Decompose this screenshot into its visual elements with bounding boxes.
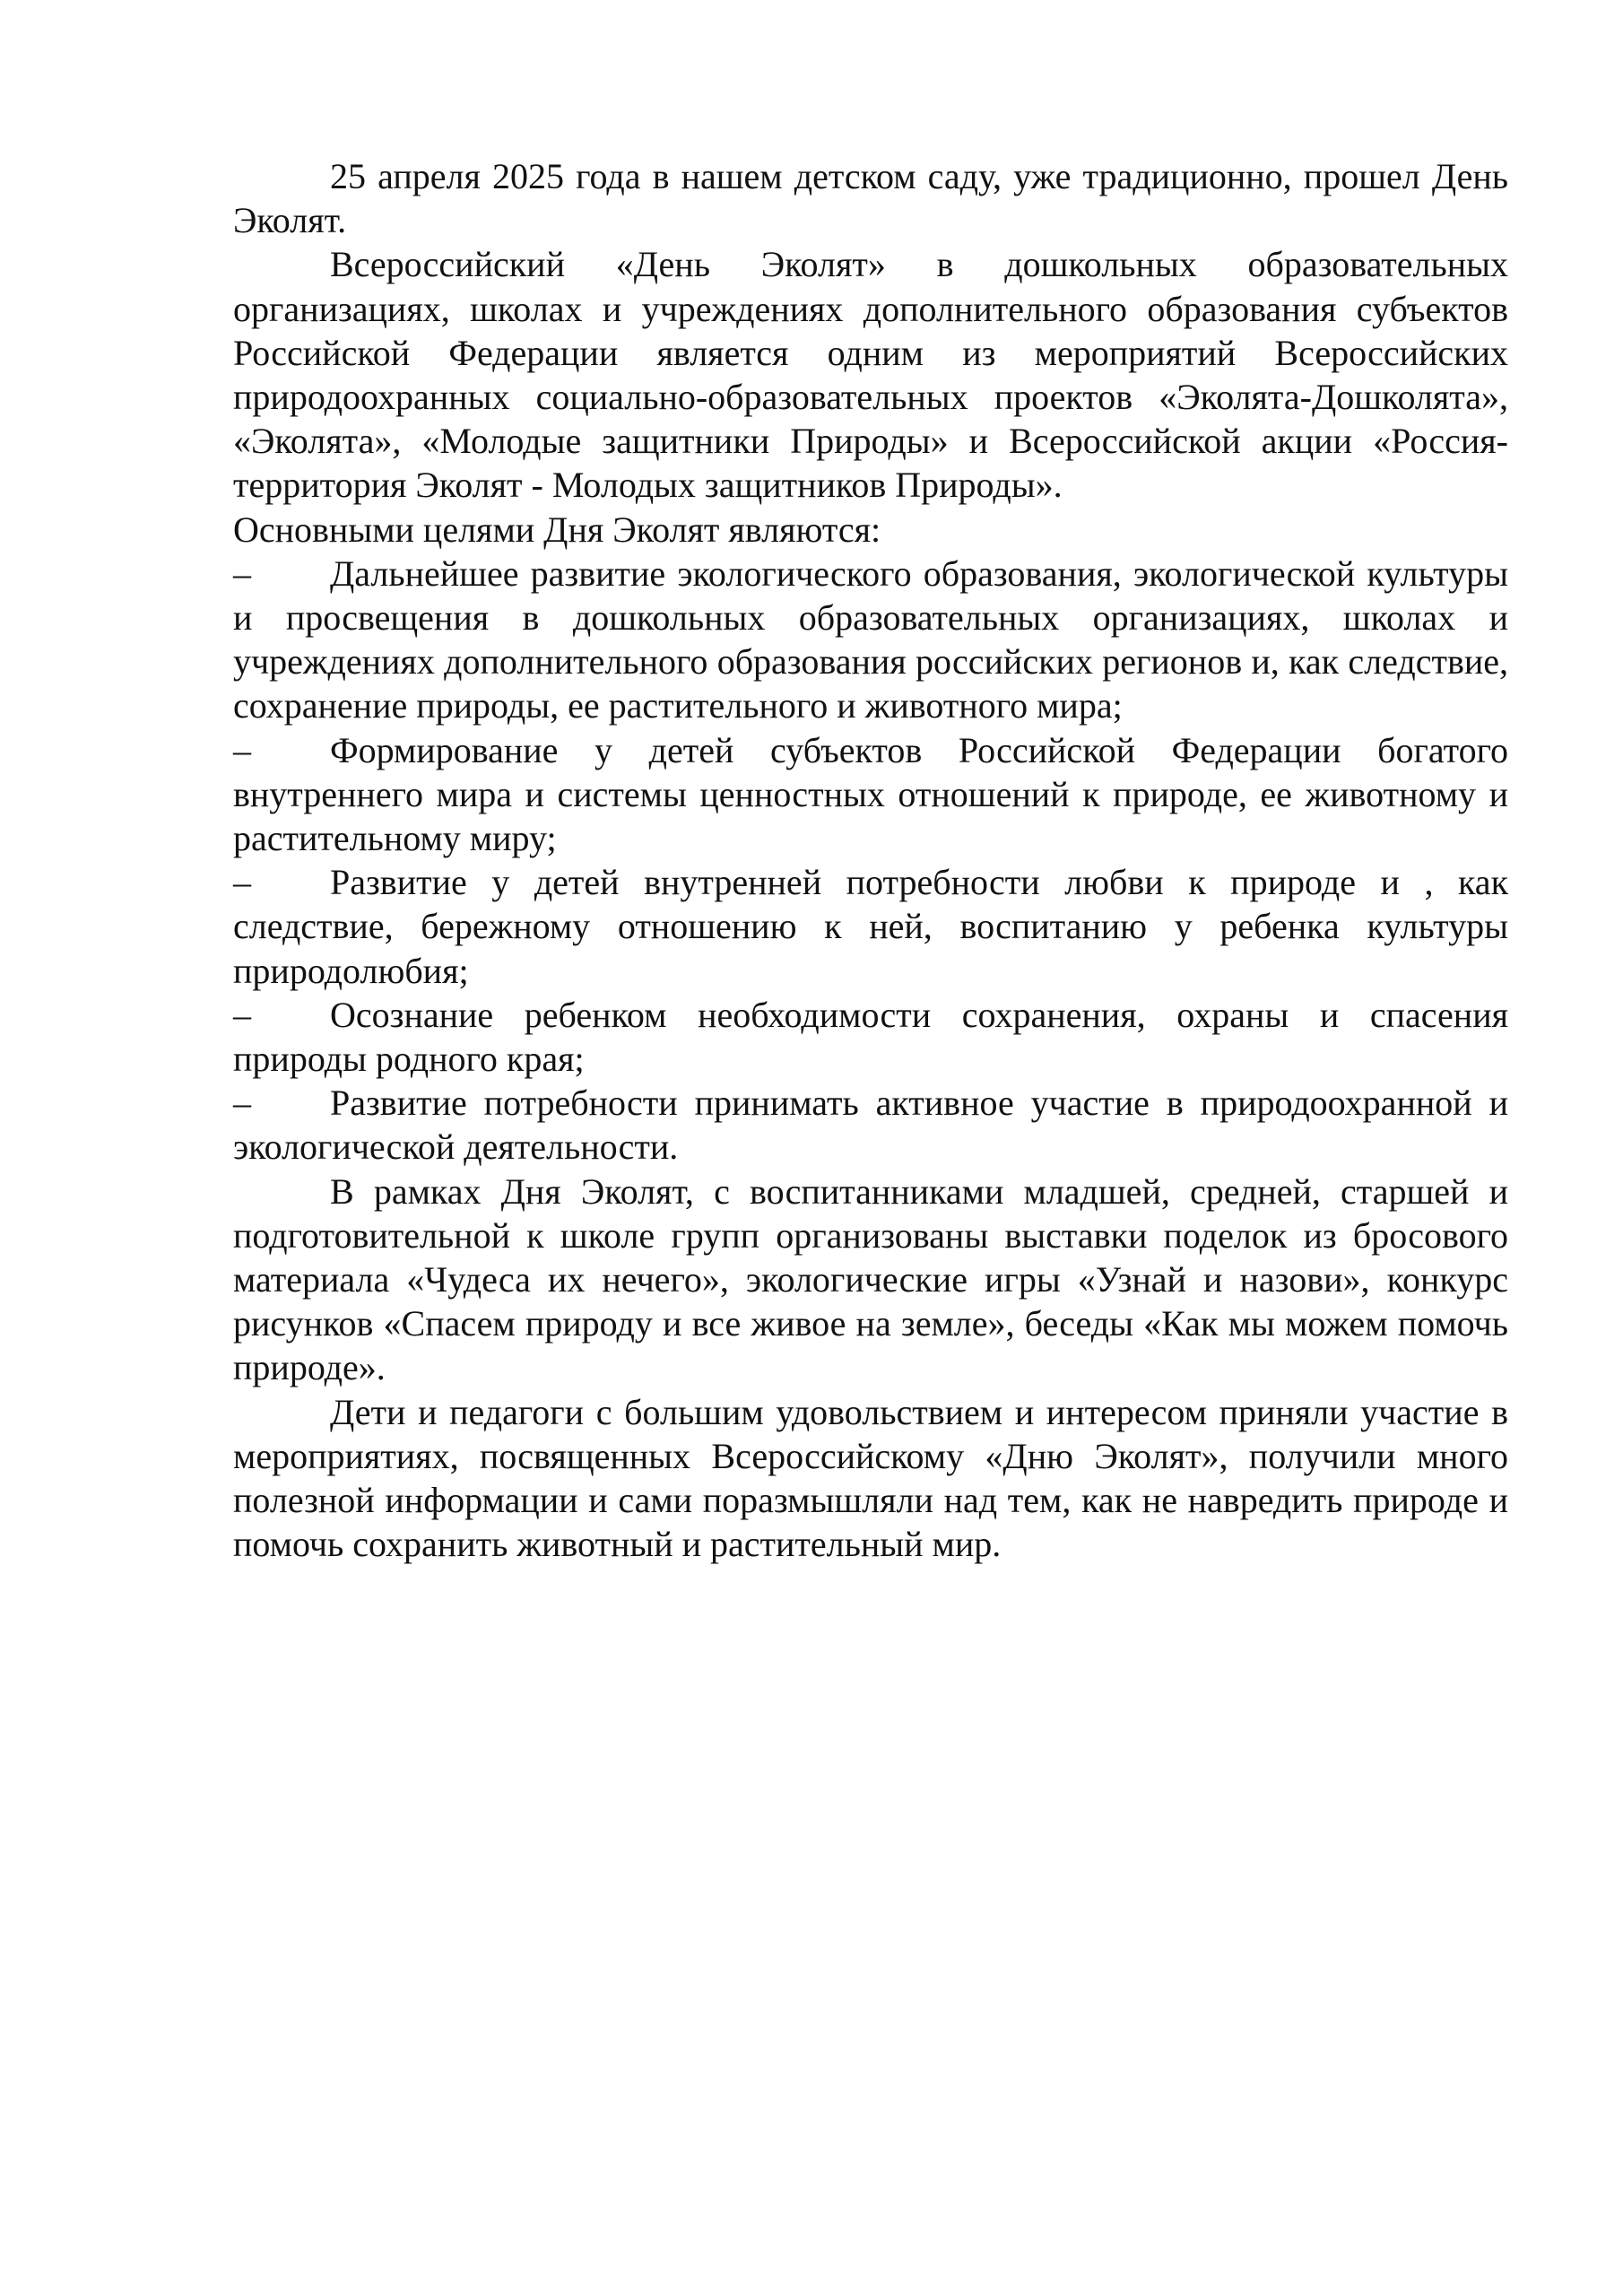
outro-paragraph-2: Дети и педагоги с большим удовольствием и интересом приняли участие в мероприятиях, посвященных Всероссийскому «Дню Эколят», получили много полезной информации и сами поразмышляли над тем, как не навредить природе и помочь сохранить животный и растительный мир. bbox=[233, 1391, 1508, 1565]
goal-list-item-3 bbox=[233, 860, 1508, 993]
goal-text: Осознание ребенком необходимости сохранения, охраны и спасения природы родного края; bbox=[233, 994, 1508, 1080]
goal-list-item-1 bbox=[233, 552, 1508, 728]
intro-paragraph-1: 25 апреля 2025 года в нашем детском саду, уже традиционно, прошел День Эколят. bbox=[233, 156, 1508, 241]
goal-text: Дальнейшее развитие экологического образования, экологической культуры и просвещения в дошкольных образовательных организациях, школах и учреждениях дополнительного образования российских регионов и, как следствие, сохранение природы, ее растительного и животного мира; bbox=[233, 552, 1508, 726]
goals-heading: Основными целями Дня Эколят являются: bbox=[233, 509, 881, 550]
bullet-dash: – bbox=[233, 552, 251, 594]
intro-paragraph-2: Всероссийский «День Эколят» в дошкольных образовательных организациях, школах и учреждениях дополнительного образования субъектов Российской Федерации является одним из мероприятий Всероссийских природоохранных социально-образовательных проектов «Эколята-Дошколята», «Эколята», «Молодые защитники Природы» и Всероссийской акции «Россия- территория Эколят - Молодых защитников Природы». bbox=[233, 244, 1508, 506]
document-body bbox=[233, 154, 1508, 1567]
goal-list-item-2 bbox=[233, 728, 1508, 861]
goal-list-item-4 bbox=[233, 993, 1508, 1081]
bullet-dash: – bbox=[233, 1083, 251, 1124]
outro-paragraph-1: В рамках Дня Эколят, с воспитанниками младшей, средней, старшей и подготовительной к школе групп организованы выставки поделок из бросового материала «Чудеса их нечего», экологические игры «Узнай и назови», конкурс рисунков «Спасем природу и все живое на земле», беседы «Как мы можем помочь природе». bbox=[233, 1170, 1508, 1388]
goal-text: Формирование у детей субъектов Российской Федерации богатого внутреннего мира и системы ценностных отношений к природе, ее животному и растительному миру; bbox=[233, 729, 1508, 859]
bullet-dash: – bbox=[233, 994, 251, 1035]
goal-list-item-5 bbox=[233, 1081, 1508, 1169]
goal-text: Развитие у детей внутренней потребности любви к природе и , как следствие, бережному отношению к ней, воспитанию у ребенка культуры природолюбия; bbox=[233, 862, 1508, 991]
goal-text: Развитие потребности принимать активное участие в природоохранной и экологической деятельности. bbox=[233, 1083, 1508, 1168]
bullet-dash: – bbox=[233, 862, 251, 903]
bullet-dash: – bbox=[233, 729, 251, 770]
